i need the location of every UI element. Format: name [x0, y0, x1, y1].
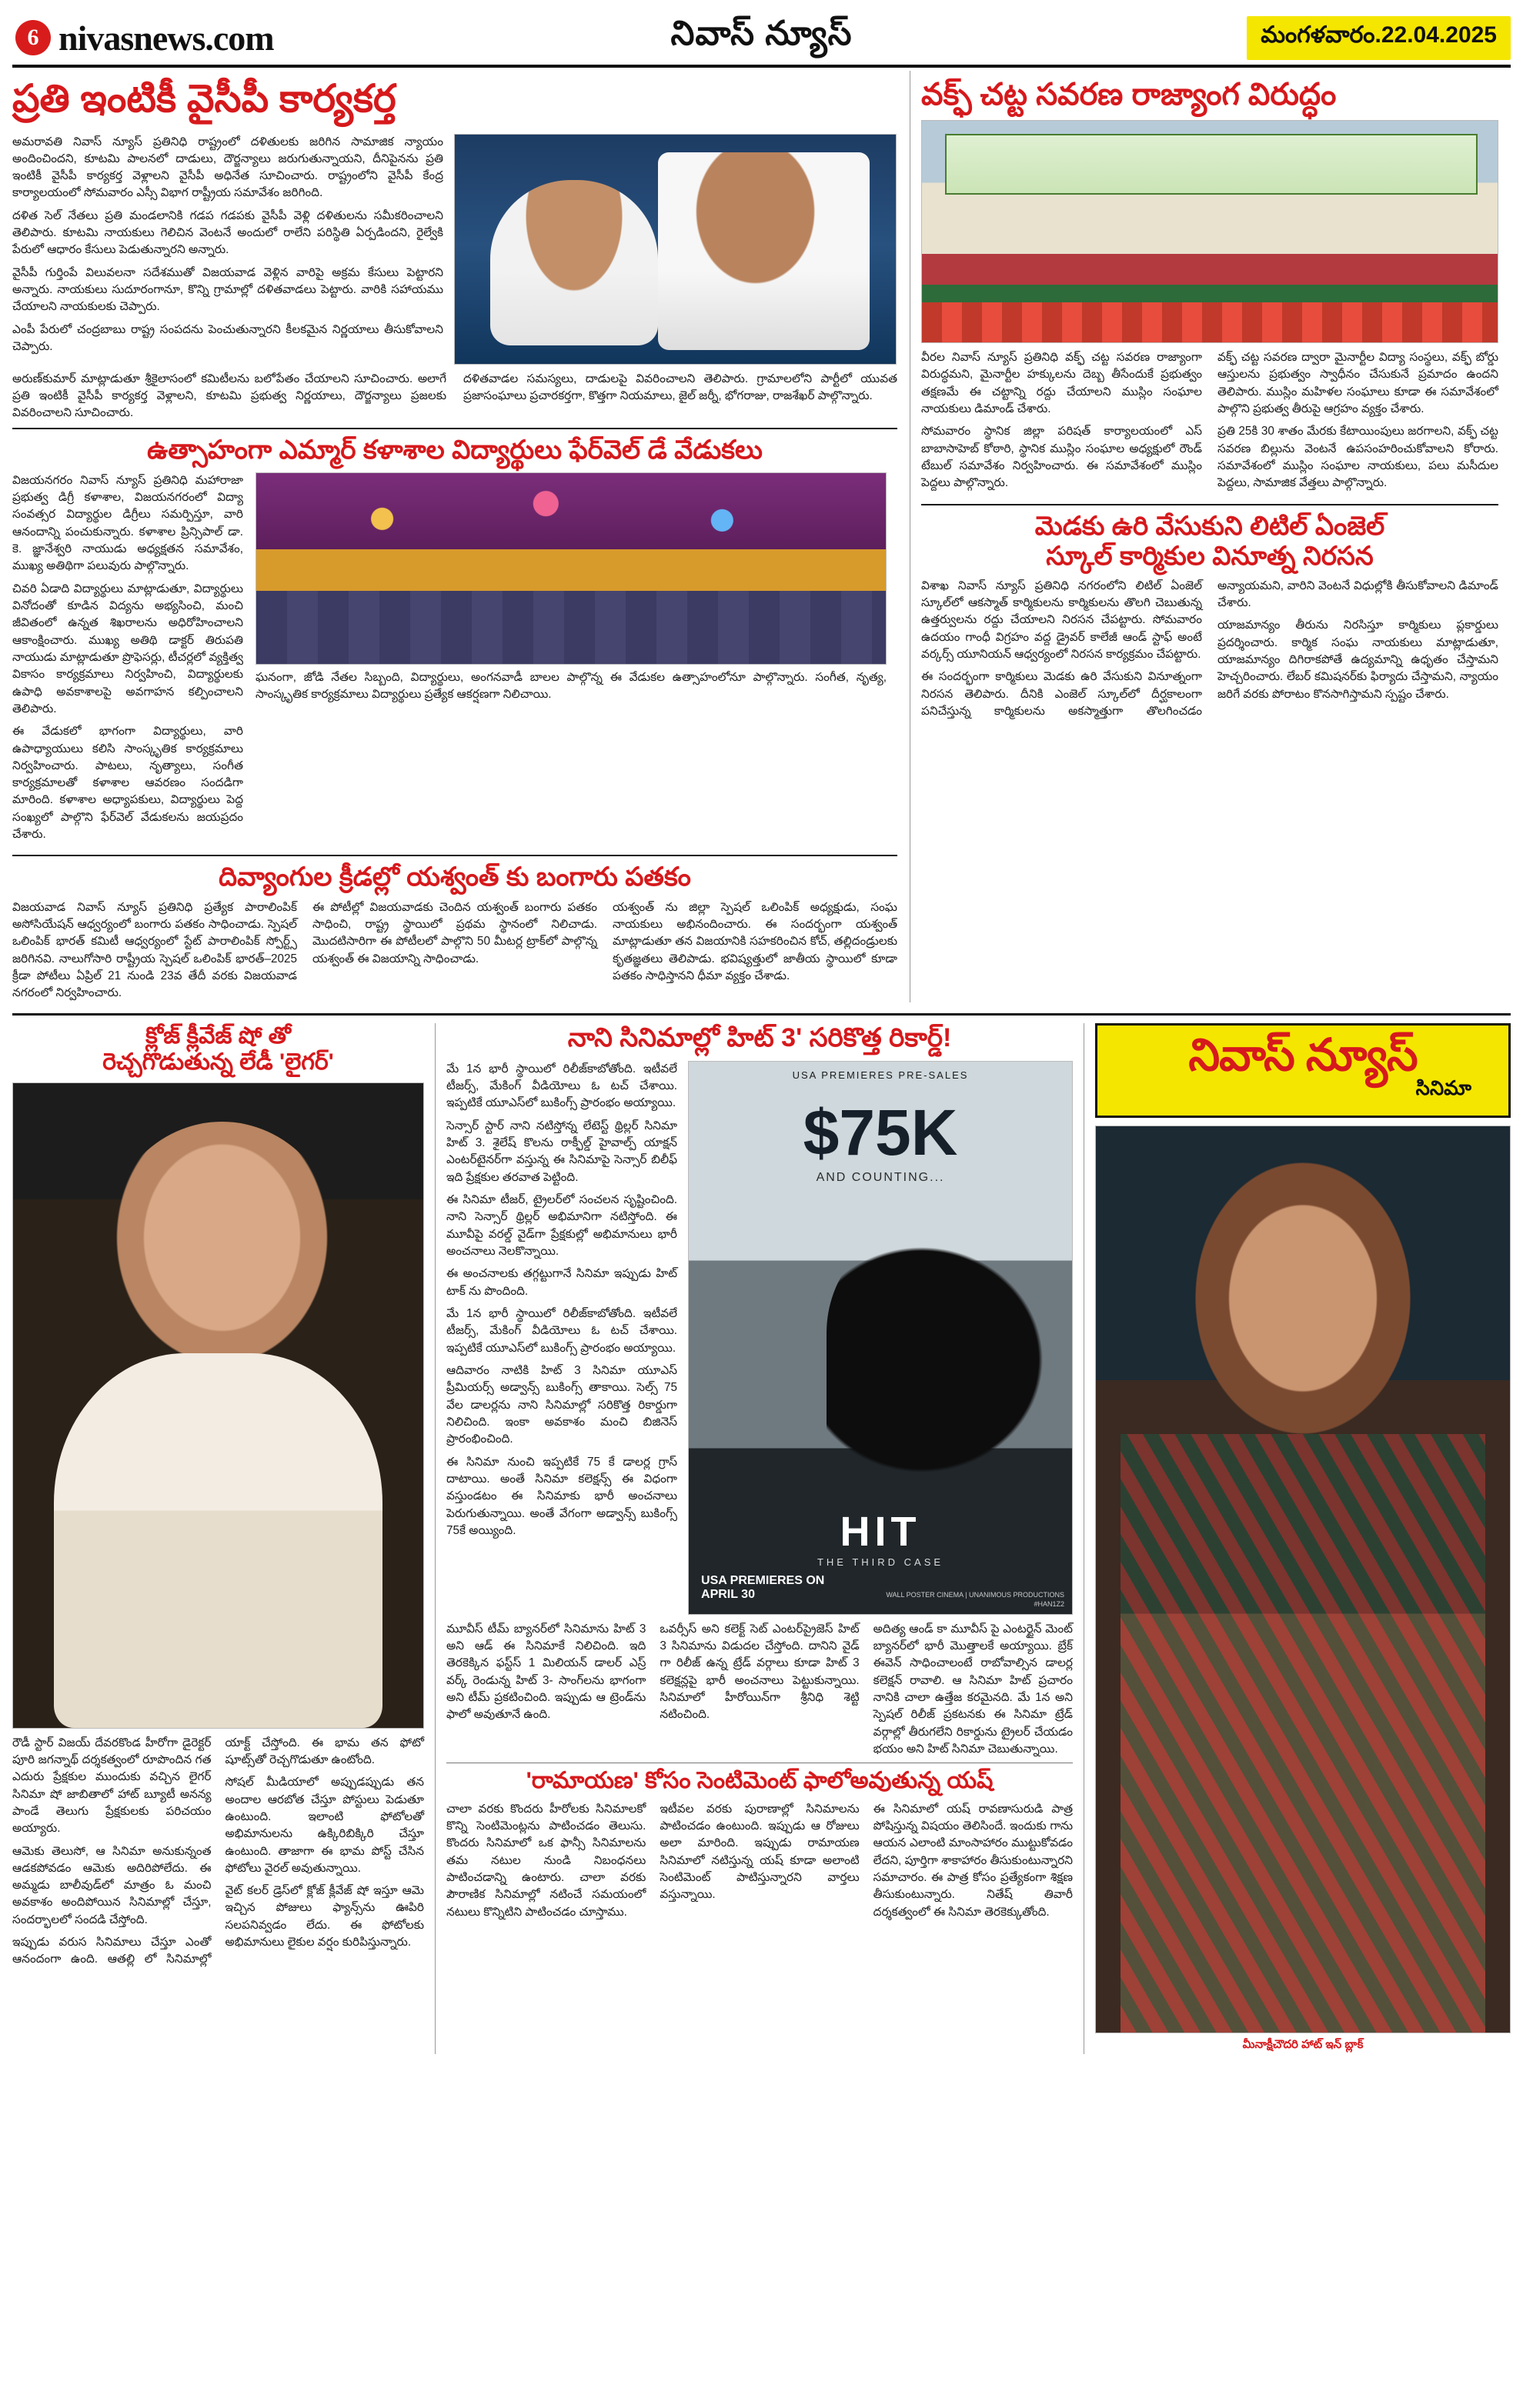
emmar-para: ఈ వేడుకలో భాగంగా విద్యార్థులు, వారి ఉపాధ్యాయులు కలిసి సాంస్కృతిక కార్యక్రమాలు నిర్వహించారు. పాటలు, నృత్యాలు, సంగీత కార్యక్రమాలతో కళాశాల ఆవరణం సందడిగా మారింది. కళాశాల అధ్యాపకులు, విద్యార్థులు పెద్ద సంఖ్యలో పాల్గొని ఫేర్‌వెల్ వేడుకలను జయప్రదం చేశారు. — [12, 725, 243, 842]
masthead-right — [1103, 11, 1511, 65]
cinema-logo-main: నివాస్ న్యూస్ — [1188, 1029, 1418, 1080]
little-angel-text — [921, 578, 1498, 721]
emmar-story-grid — [12, 472, 897, 849]
poster-amount: $75K — [803, 1096, 958, 1169]
divider — [921, 504, 1498, 505]
headline-little-angel-2: స్కూల్ కార్మికుల వినూత్న నిరసన — [1046, 541, 1374, 571]
waqf-text — [921, 349, 1498, 498]
issue-date: మంగళవారం.22.04.2025 — [1247, 16, 1511, 60]
lead-para: దళిత సెల్ నేతలు ప్రతి మండలానికి గడప గడపకు వైసీపీ వెళ్లి దళితులను సమీకరించాలని తెలిపారు. కూటమి నాయకులు గెలిచిన వెంటనే అందులో రాలేని పరిస్థితి ఏర్పడిందని, రైల్వేకి పేరులో ఆధారం కేసులు పెడుతున్నారని అన్నారు. — [12, 208, 443, 257]
para-games-para: ఈ పోటీల్లో విజయవాడకు చెందిన యశ్వంత్ బంగారు పతకం సాధించి, రాష్ట్ర స్థాయిలో ప్రథమ స్థానంలో నిలిచాడు. మొదటిసారిగా ఈ పోటీలలో పాల్గొని 50 మీటర్ల ట్రాక్‌లో పాల్గొన్న యశ్వంత్ ఈ విజయాన్ని సాధించాడు. — [312, 900, 597, 966]
ramayana-para: ఈ సినిమాలో యష్ రావణాసురుడి పాత్ర పోషిస్తున్న విషయం తెలిసిందే. ఇందుకు గాను ఆయన ఎలాంటి మాంసాహారం ముట్టుకోవడం లేదని, పూర్తిగా శాకాహారం తీసుకుంటున్నారని సమాచారం. ఈ పాత్ర కోసం ప్రత్యేకంగా శిక్షణ తీసుకుంటున్నారు. నితేష్ తివారీ దర్శకత్వంలో ఈ సినిమా తెరకెక్కుతోంది. — [873, 1802, 1073, 1919]
poster-release-line1: USA PREMIERES ON — [701, 1574, 825, 1588]
headline-emmar-farewell: ఉత్సాహంగా ఎమ్మార్ కళాశాల విద్యార్థులు ఫేర్‌వెల్ డే వేడుకలు — [147, 435, 763, 465]
little-angel-para: విశాఖ నివాస్ న్యూస్ ప్రతినిధి నగరంలోని లిటిల్ ఏంజెల్ స్కూల్‌లో ఆకస్మాత్ కార్మికులను కార్మికులను తొలగి చెబుతున్న ఉత్తర్వులను రద్దు చేయాలని నిరసన చేపట్టారు. సోమవారం ఉదయం గాంధీ విగ్రహం వద్ద డ్రైవర్ కాలేజీ ఆండ్ స్టాఫ్ అంటే వర్కర్స్ యూనియన్ ఆధ్వర్యంలో నిరసన కార్యక్రమం చేపట్టారు. — [921, 579, 1202, 662]
emmar-para: చివరి ఏడాది విద్యార్థులు మాట్లాడుతూ, విద్యార్థులు వినోదంతో కూడిన విద్యను అభ్యసించి, మంచి జీవితంలో ఉన్నత శిఖరాలను అధిరోహించాలని ఆకాంక్షించారు. ముఖ్య అతిథి డాక్టర్ తిరుపతి నాయుడు మాట్లాడుతూ ప్రొఫెసర్లు, టీచర్లలో వ్యక్తిత్వ వికాసం కార్యక్రమాలు నిర్వహించి, విద్యార్థులకు ఉపాధి అవకాశాలపై అవగాహన కల్పించాలని తెలిపారు. — [12, 582, 243, 715]
top-right-column — [910, 71, 1498, 1002]
poster-release-date — [701, 1574, 824, 1601]
masthead — [12, 11, 1511, 68]
emmar-text-col1 — [12, 472, 243, 849]
lead-para: వైసీపీ గుర్తింపే విలువలనా సదేశముతో విజయవాడ వెళ్లిన వారిపై అక్రమ కేసులు పెట్టారని అన్నారు. నాయకులు సుదూరంగానూ, కొన్ని గ్రామాల్లో దళితవాడలు పెట్టారు. వారికి సహాయము చేయాలని నాయకులకు చెప్పారు. — [12, 265, 443, 314]
lead-headline-right: వక్ఫ్ చట్ట సవరణ రాజ్యాంగ విరుద్ధం — [921, 78, 1337, 112]
hit3-para: సెన్సార్ స్టార్ నాని నటిస్తోన్న లేటెస్ట్ థ్రిల్లర్ సినిమా హిట్ 3. శైలేష్ కొలను రాక్ఫీల్డ్ హైవాల్ప్ యాక్షన్ ఎంటర్‌టైనర్‌గా వస్తున్న ఈ సినిమాపై సెన్సార్ బిలీఫ్ ఇది ప్రేక్షకుల తరవాత పెట్టింది. — [446, 1119, 678, 1184]
emmar-caption: ఘనంగా, జోడి నేతల సిబ్బంది, విద్యార్థులు, అంగనవాడీ బాలల పాల్గొన్న ఈ వేడుకల ఉత్సాహంలోనూ పాల్గొన్నారు. సంగీత, నృత్య, సాంస్కృతిక కార్యక్రమాలు విద్యార్థులు ప్రత్యేక ఆకర్షణగా నిలిచాయి. — [256, 670, 887, 701]
emmar-para: విజయనగరం నివాస్ న్యూస్ ప్రతినిధి మహారాజా ప్రభుత్వ డిగ్రీ కళాశాల, విజయనగరంలో విద్యా సంవత్సర విద్యార్థుల డిగ్రీలు సమర్పిస్తూ, వారి ఆనందాన్ని పంచుకున్నారు. కళాశాల ప్రిన్సిపాల్ డా. కె. జ్ఞానేశ్వరి నాయుడు అధ్యక్షతన సమావేశం, ముఖ్య అతిథిగా పలువురు పాల్గొన్నారు. — [12, 473, 243, 573]
cinema-logo-sub: సినిమా — [1415, 1076, 1471, 1099]
poster-counting: AND COUNTING... — [816, 1170, 945, 1184]
ramayana-para: చాలా వరకు కొందరు హీరోలకు సినిమాలకో కొన్ని సెంటిమెంట్లను పాటించడం తెలుసు. కొందరు సినిమాలో ఒక ఫాన్సీ సినిమాలను తమ నటుల నుండి నిబంధనలు పాటించడాన్ని ఉంటారు. చాలా వరకు పౌరాణిక సినిమాల్లో నటించే సమయంలో నటులు కొన్నిటిని పాటించడం చూస్తాము. — [446, 1802, 646, 1919]
hit3-bottom-text — [446, 1621, 1073, 1759]
headline-liger-1: క్లోజ్ క్లీవేజ్ షో తో — [145, 1022, 291, 1049]
little-angel-para: ఈ సందర్భంగా కార్మికులు మెడకు ఉరి వేసుకుని వినూత్నంగా నిరసన తెలిపారు. దీనికి ఎంజెల్ స్కూల్‌లో దీర్ఘకాలంగా పనిచేస్తున్న కార్మికులను అకస్మాత్తుగా తొలగించడం అన్యాయమని, వారిని వెంటనే విధుల్లోకి తీసుకోవాలని డిమాండ్ చేశారు. — [921, 579, 1498, 719]
photo-vysrcp-leader — [454, 134, 897, 365]
poster-credits — [886, 1591, 1064, 1609]
photo-waqf-meeting — [921, 120, 1498, 343]
hit3-para: ఈ సినిమా నుంచి ఇప్పటికే 75 కే డాలర్ల గ్రాస్ దాటాయి. అంతే సినిమా కలెక్షన్స్ ఈ విధంగా వస్తుండటం ఈ సినిమాకు భారీ అంచనాలు పెరుగుతున్నాయి. అంతే వేగంగా అడ్వాన్స్ బుకింగ్స్ 75కే అయ్యింది. — [446, 1455, 678, 1537]
para-games-para: యశ్వంత్ ను జిల్లా స్పెషల్ ఒలింపిక్ అధ్యక్షుడు, సంఘ నాయకులు అభినందించారు. ఈ సందర్భంగా యశ్వంత్ మాట్లాడుతూ తన విజయానికి సహకరించిన కోచ్, తల్లిదండ్రులకు కృతజ్ఞతలు తెలిపాడు. భవిష్యత్తులో జాతీయ స్థాయిలో కూడా పతకం సాధిస్తానని ధీమా వ్యక్తం చేశాడు. — [613, 900, 897, 982]
masthead-left — [12, 11, 420, 65]
ramayana-para: ఇటీవల వరకు పురాణాల్లో సినిమాలను పాటించడం ఉంటుంది. ఇప్పుడు ఆ రోజులు అలా మారింది. ఇప్పుడు రామాయణ సినిమాలో నటిస్తున్న యష్ కూడా అలాంటి సెంటిమెంట్ పాటిస్తున్నారని వార్తలు వస్తున్నాయి. — [660, 1802, 860, 1902]
lead-text-left-continued — [12, 371, 897, 422]
liger-para: రౌడీ స్టార్ విజయ్ దేవరకొండ హీరోగా డైరెక్టర్ పూరి జగన్నాథ్ దర్శకత్వంలో రూపొందిన గత ఎదురు ప్రేక్షకుల ముందుకు వచ్చిన లైగర్ సినిమా షో జాబితాలో హాట్ బ్యూటీ అనన్య పాండే తెలుగు ప్రేక్షకులకు పరిచయం అయ్యారు. — [12, 1736, 212, 1836]
poster-title: HIT — [840, 1508, 921, 1555]
divider — [12, 855, 897, 856]
site-name[interactable]: nivasnews.com — [58, 18, 274, 58]
cinema-section — [12, 1023, 1511, 2054]
photo-hit3-poster — [688, 1061, 1073, 1615]
lead-text-left — [12, 134, 443, 365]
poster-release-line2: APRIL 30 — [701, 1588, 755, 1602]
headline-para-games-gold: దివ్యాంగుల క్రీడల్లో యశ్వంత్ కు బంగారు పతకం — [219, 862, 691, 892]
ramayana-text — [446, 1801, 1073, 1921]
cinema-col-meenakshi — [1084, 1023, 1511, 2054]
waqf-para: సోమవారం స్థానిక జిల్లా పరిషత్ కార్యాలయంలో ఎస్ బాబాసాహెబ్ కోఠారి, స్థానిక ముస్లిం సంఘాల అధ్యక్షులో రౌండ్ టేబుల్ సమావేశం నిర్వహించారు. ఈ సమావేశంలో ముస్లిం పెద్దలు పాల్గొన్నారు. — [921, 425, 1202, 490]
waqf-para: వక్ఫ్ చట్ట సవరణ ద్వారా మైనార్టీల విద్యా సంస్థలు, వక్ఫ్ బోర్డు ఆస్తులను ప్రభుత్వం స్వాధీనం చేసుకునే ప్రమాదం ఉందని తెలిపారు. ముస్లిం మహిళల సంఘాలు కూడా ఈ సమావేశంలో పాల్గొని ప్రభుత్వ తీరుపై ఆగ్రహం వ్యక్తం చేశారు. — [1217, 351, 1498, 415]
lead-para: అరుణ్‌కుమార్ మాట్లాడుతూ శ్రీకైలాసంలో కమిటీలను బలోపేతం చేయాలని సూచించారు. అలాగే ప్రతి ఇంటికీ వైసీపీ కార్యకర్త వెళ్లాలని, కూటమి ప్రభుత్వ నిర్ణయాలు, దౌర్జన్యాలు ప్రజలకు వివరించాలని సూచించారు. — [12, 372, 446, 420]
photo-meenakshi-chaudhary — [1095, 1126, 1511, 2033]
headline-little-angel-1: మెడకు ఉరి వేసుకుని లిటిల్ ఏంజెల్ — [1034, 511, 1385, 541]
para-games-para: విజయవాడ నివాస్ న్యూస్ ప్రతినిధి ప్రత్యేక పారాలింపిక్ అసోసియేషన్ ఆధ్వర్యంలో బంగారు పతకం సాధించాడు. స్పెషల్ ఒలింపిక్ భారత్ కమిటీ ఆధ్వర్యంలో స్టేట్ పారాలింపిక్ స్పోర్ట్స్ జరిగినవి. నాలుగోసారి రాష్ట్రీయ స్పెషల్ ఒలింపిక్ భారత్–2025 క్రీడా పోటీలు ఏప్రిల్ 21 నుండి 23వ తేదీ వరకు విజయవాడ నగరంలో నిర్వహించారు. — [12, 900, 297, 1000]
hit3-para: ఈ సినిమా టీజర్, ట్రైలర్‌లో సంచలన సృష్టించింది. నాని సెన్సార్ థ్రిల్లర్ అభిమానిగా నటిస్తోంది. ఈ మూవీపై వరల్డ్ వైడ్‌గా ప్రేక్షకుల్లో అభిమానులు భారీ అంచనాలు నెలకొన్నాయి. — [446, 1192, 678, 1258]
caption-meenakshi: మీనాక్షీచౌదరి హాట్ ఇన్ బ్లాక్ — [1242, 2037, 1364, 2051]
poster-horse-figure — [827, 1227, 1064, 1492]
hit3-grid — [446, 1061, 1073, 1615]
photo-college-farewell — [256, 472, 887, 665]
hit3-bottom-para: ఒవర్సీస్ అని కలెక్ట్ సెట్ ఎంటర్‌ప్రైజెస్ హిట్ 3 సినిమాను విడుదల చేస్తోంది. దానిని వైడ్ గా రిలీజ్ ఉన్న ట్రేడ్ వర్గాలు కూడా హిట్ 3 కలెక్షన్లపై భారీ అంచనాలు పెట్టుకున్నాయి. సినిమాలో హీరోయిన్‌గా శ్రీనిధి శెట్టి నటించింది. — [660, 1622, 860, 1722]
liger-para: సోషల్ మీడియాలో అప్పుడప్పుడు తన అందాల ఆరబోత చేస్తూ పోస్టులు పెడుతూ ఉంటుంది. ఇలాంటి ఫోటోలతో అభిమానులను ఉక్కిరిబిక్కిరి చేస్తూ ఉంటుంది. తాజాగా ఈ భామ పోస్ట్ చేసిన ఫోటోలు వైరల్ అవుతున్నాయి. — [225, 1776, 424, 1875]
headline-liger-2: రెచ్చగొడుతున్న లేడీ 'లైగర్' — [102, 1049, 334, 1076]
para-games-text — [12, 899, 897, 1002]
lead-para: అమరావతి నివాస్ న్యూస్ ప్రతినిధి రాష్ట్రంలో దళితులకు జరిగిన సామాజిక న్యాయం అందించిందని, కూటమి పాలనలో దాడులు, దౌర్జన్యాలు జరుగుతున్నాయని, దీనిపైనను ప్రతి ఇంటికీ వైసీపీ కార్యకర్త వెళ్లాలని వైసీపీ అధినేత సూచించారు. రాష్ట్రంలోని వైసీపీ కేంద్ర కార్యాలయంలో సోమవారం ఎస్సీ విభాగ రాష్ట్రీయ సమావేశం జరిగింది. — [12, 135, 443, 200]
hit3-para: ఆదివారం నాటికి హిట్ 3 సినిమా యూఎస్ ప్రీమియర్స్ అడ్వాన్స్ బుకింగ్స్ తాకాయి. సెల్స్ 75 వేల డాలర్లను నాని సినిమాల్లో సరికొత్త రికార్డుగా నిలిచింది. ఇంకా అవకాశం మంచి బిజినెస్ ప్రారంభించింది. — [446, 1363, 678, 1446]
cinema-col-lady-liger — [12, 1023, 424, 2054]
paper-title: నివాస్ న్యూస్ — [670, 14, 853, 52]
headline-hit3-record: నాని సినిమాల్లో హిట్ 3' సరికొత్త రికార్డ్! — [567, 1022, 952, 1052]
photo-ananya-pandey — [12, 1082, 424, 1729]
section-divider — [12, 1013, 1511, 1016]
waqf-para: వీరల నివాస్ న్యూస్ ప్రతినిధి వక్ఫ్ చట్ట సవరణ రాజ్యాంగా విరుద్ధమని, మైనార్టీల హక్కులను దెబ్బ తీసేందుకే ప్రభుత్వం తక్షణమే ఈ చట్టాన్ని రద్దు చేయాలని ముస్లిం సంఘాల నాయకులు డిమాండ్ చేశారు. — [921, 351, 1202, 415]
poster-subtitle: THE THIRD CASE — [817, 1556, 944, 1568]
hit3-para: ఈ అంచనాలకు తగ్గట్టుగానే సినిమా ఇప్పుడు హిట్ టాక్ ను పొందింది. — [446, 1267, 678, 1298]
emmar-photo-wrap — [256, 472, 887, 849]
hit3-para: మే 1న భారీ స్థాయిలో రిలీజ్‌కాబోతోంది. ఇటీవలే టీజర్స్, మేకింగ్ వీడియోలు ఓ టచ్ చేశాయి. ఇప్పటికే యూఎస్‌లో బుకింగ్స్ ప్రారంభం అయ్యాయి. — [446, 1062, 678, 1110]
cinema-logo — [1095, 1023, 1511, 1118]
divider — [12, 428, 897, 429]
little-angel-para: యాజమాన్యం తీరును నిరసిస్తూ కార్మికులు ప్లకార్డులు ప్రదర్శించారు. కార్మిక సంఘ నాయకులు మాట్లాడుతూ, యాజమాన్యం దిగిరాకపోతే ఉద్యమాన్ని ఉధృతం చేస్తామని హెచ్చరించారు. లేబర్ కమిషనర్‌కు ఫిర్యాదు చేస్తామని, న్యాయం జరిగే వరకు పోరాటం కొనసాగిస్తామని స్పష్టం చేశారు. — [1217, 619, 1498, 701]
lead-para: దళితవాడల సమస్యలు, దాడులపై వివరించాలని తెలిపారు. గ్రామాలలోని పార్టీలో యువత ప్రజాసంఘాలు ప్రచారకర్తగా, కొత్తగా నియమాలు, జైల్ జర్నీ, భోగరాజు, రాజశేఖర్ పాల్గొన్నారు. — [463, 372, 897, 402]
page-number: 6 — [15, 20, 51, 55]
hit3-bottom-para: మూవీస్ టీమ్ బ్యానర్‌లో సినిమాను హిట్ 3 అని ఆడ్ ఈ సినిమాకే నిలిచింది. ఇది తెరకెక్కిన ఫస్ట్‌స్ 1 మిలియన్ డాలర్ ఎస్ర్ వర్క్ రెండున్న హిట్ 3- సాంగ్‌లను భాగంగా అని టీమ్ ప్రకటించింది. ఇప్పుడు ఆ ట్రెండ్‌ను ఫాలో అవుతూనే ఉంది. — [446, 1622, 646, 1722]
headline-ramayana-yash: 'రామాయణ' కోసం సెంటిమెంట్ ఫాలోఅవుతున్న యష్ — [526, 1768, 994, 1794]
waqf-para: ప్రతి 25కి 30 శాతం మేరకు కేటాయింపులు జరగాలని, వక్ఫ్ చట్ట సవరణ బిల్లును వెంటనే ఉపసంహరించుకోవాలని కోరారు. సమావేశంలో ముస్లిం సంఘాల నాయకులు, పలు మసీదుల పెద్దలు, సామాజిక వేత్తలు పాల్గొన్నారు. — [1217, 425, 1498, 490]
hit3-text-left — [446, 1061, 677, 1615]
hit3-para: మే 1న భారీ స్థాయిలో రిలీజ్‌కాబోతోంది. ఇటీవలే టీజర్స్, మేకింగ్ వీడియోలు ఓ టచ్ చేశాయి. ఇప్పటికే యూఎస్‌లో బుకింగ్స్ ప్రారంభం అయ్యాయి. — [446, 1306, 678, 1355]
liger-para: ఇప్పుడు వరుస సినిమాలు చేస్తూ ఎంతో ఆనందంగా ఉంది. ఆతల్లి లో సినిమాల్లో యాక్ట్ చేస్తోంది. ఈ భామ తన ఫోటో షూట్స్‌తో రెచ్చగొడుతూ ఉంటోంది. — [12, 1736, 424, 1966]
top-section — [12, 71, 1511, 1002]
liger-text — [12, 1735, 424, 1969]
cinema-col-hit3 — [435, 1023, 1073, 2054]
lead-grid — [12, 134, 897, 365]
top-left-column — [12, 71, 897, 1002]
liger-para: ఆమెకు తెలుసో, ఆ సినిమా అనుకున్నంత ఆడకపోవడం ఆమెకు అదిరిపోలేదు. ఈ అమ్మడు బాలీవుడ్‌లో మాత్రం ఓ మంచి అవకాశం అందిపోయిన సినిమాల్లో చేస్తూ, సందర్భాలలో సందడి చేస్తోంది. — [12, 1844, 212, 1926]
lead-headline-left: ప్రతి ఇంటికీ వైసీపీ కార్యకర్త — [12, 77, 396, 120]
poster-presales-label: USA PREMIERES PRE-SALES — [792, 1069, 969, 1081]
hit3-bottom-para: అదిత్య ఆండ్ కా మూవీస్ పై ఎంటర్టైన్ మెంట్ బ్యానర్‌లో భారీ మొత్తాలకే అయ్యాయి. బ్రేక్ ఈవెన్ సాధించాలంటే రాబోవాల్సిన డాలర్ల కలెక్షన్ రావాలి. ఆ సినిమా హిట్ ప్రచారం నానికి చాలా ఉత్తేజ కరమైనది. మే 1న అని స్పెషల్ రిలీజ్ ప్రకటనకు ఈ సినిమా ట్రేడ్ వర్గాల్లో తీరుగలేని రికార్డును ట్రైలర్ చేయడం భయం అని హిట్ సినిమా చెబుతున్నాయి. — [873, 1622, 1073, 1756]
liger-para: వైట్ కలర్ డ్రెస్‌లో క్లోజ్ క్లీవేజ్ షో ఇస్తూ ఆమె ఇచ్చిన పోజులు ఫ్యాన్స్‌ను ఊపిరి సలపనివ్వడం లేదు. ఈ ఫోటోలకు అభిమానులు లైకుల వర్షం కురిపిస్తున్నారు. — [225, 1884, 424, 1949]
masthead-center — [420, 11, 1103, 65]
poster-hashtag: #HAN1Z2 — [1034, 1599, 1065, 1608]
poster-credits-line: WALL POSTER CINEMA | UNANIMOUS PRODUCTIONS — [886, 1591, 1065, 1599]
lead-para: ఎంపీ పేరులో చంద్రబాబు రాష్ట్ర సంపదను పెంచుతున్నారని కీలకమైన నిర్ణయాలు తీసుకోవాలని చెప్పారు. — [12, 322, 443, 354]
